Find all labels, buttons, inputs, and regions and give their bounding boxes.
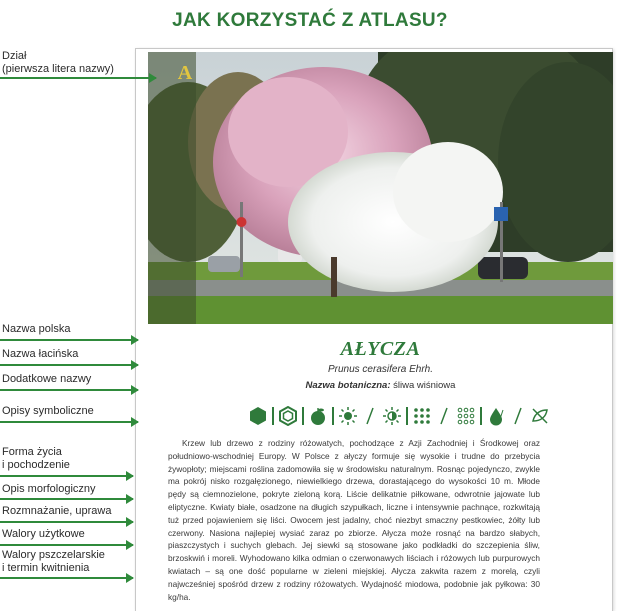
arrow-dodatkowe-nazwy <box>0 389 138 391</box>
pollen-sparse-icon <box>456 406 476 426</box>
label-walory-uzytkowe: Walory użytkowe <box>2 528 85 540</box>
symbol-icons-row <box>248 405 550 427</box>
leaf-cross-icon <box>530 406 550 426</box>
arrow-forma-zycia <box>0 475 133 477</box>
hexagon-outline-icon <box>278 406 298 426</box>
label-nazwa-lacinska: Nazwa łacińska <box>2 348 79 360</box>
arrow-opisy-symboliczne <box>0 421 138 423</box>
drop-icon <box>486 406 506 426</box>
arrow-dzial <box>0 77 156 79</box>
species-description: Krzew lub drzewo z rodziny różowatych, pochodzące z Azji Zachodniej i Środkowej oraz południowo-wschodniej Europy. W Polsce z ałyczy formuje się wysokie i trudne do przebycia żywopłoty; miejscami roślina zadomowiła się w środowisku naturalnym. Rosnąc pojedynczo, zwykle ma pokrój nisko rozgałęzionego, niewielkiego drzewa, dorastającego do wysokości 10 m. Młode pędy są ciemnozielone, pokryte zieloną korą. Liście delikatnie piłkowane, odwrotnie jajowate lub eliptyczne. Kwiaty białe, osadzone na długich szypułkach, liczne i intensywnie pachnące, rozkwitają tuż przed pojawieniem się liści. Owocem jest jadalny, choć niezbyt smaczny pestkowiec, żółty lub czerwony. Nasiona najlepiej wysiać zaraz po zbiorze. Ałycza może rosnąć na bardzo słabych, piaszczystych i suchych glebach. Jej siewki są stosowane jako podkładki do szczepienia śliw, brzoskwiń i moreli. Wyhodowano kilka odmian o czerwonawych liściach i różowych lub purpurowych kwiatach – są one dość popularne w zieleni miejskiej. Ałycza zakwita razem z morelą, czyli najwcześniej spośród drzew z rodziny różowatych. Wydajność miodowa, podobnie jak pyłkowa: 30 kg/ha. <box>168 438 540 602</box>
slash-divider-icon <box>508 406 528 426</box>
species-extra-names <box>148 380 613 391</box>
arrow-walory-uzytkowe <box>0 544 133 546</box>
label-walory-pszczelarskie-line-2: i termin kwitnienia <box>2 562 90 574</box>
sun-partial-icon <box>382 406 402 426</box>
label-walory-pszczelarskie <box>2 549 105 575</box>
species-photo <box>148 52 613 324</box>
label-nazwa-polska: Nazwa polska <box>2 323 71 335</box>
section-letter-badge: A <box>177 62 193 84</box>
icon-separator <box>272 407 274 425</box>
label-opis-morfologiczny: Opis morfologiczny <box>2 483 96 495</box>
arrow-opis-morfologiczny <box>0 498 133 500</box>
arrow-nazwa-lacinska <box>0 364 138 366</box>
extra-names-value: śliwa wiśniowa <box>393 380 456 391</box>
arrow-rozmnazanie <box>0 521 133 523</box>
label-dodatkowe-nazwy: Dodatkowe nazwy <box>2 373 92 385</box>
slash-divider-icon <box>360 406 380 426</box>
apple-icon <box>308 406 328 426</box>
tree-photo-illustration <box>148 52 613 324</box>
label-forma-zycia-line-1: Forma życia <box>2 446 62 458</box>
sun-icon <box>338 406 358 426</box>
slash-divider-icon <box>434 406 454 426</box>
species-polish-name: AŁYCZA <box>340 338 421 360</box>
label-opisy-symboliczne: Opisy symboliczne <box>2 405 94 417</box>
page-title: JAK KORZYSTAĆ Z ATLASU? <box>172 10 448 31</box>
arrow-nazwa-polska <box>0 339 138 341</box>
species-latin-name: Prunus cerasifera Ehrh. <box>327 364 434 375</box>
icon-separator <box>332 407 334 425</box>
label-dzial <box>2 50 114 76</box>
icon-separator <box>302 407 304 425</box>
hexagon-filled-icon <box>248 406 268 426</box>
label-walory-pszczelarskie-line-1: Walory pszczelarskie <box>2 549 105 561</box>
extra-names-label: Nazwa botaniczna: <box>305 380 391 391</box>
label-forma-zycia <box>2 446 70 472</box>
icon-separator <box>406 407 408 425</box>
label-forma-zycia-line-2: i pochodzenie <box>2 459 70 471</box>
label-dzial-line-1: Dział <box>2 50 27 62</box>
pollen-dense-icon <box>412 406 432 426</box>
icon-separator <box>480 407 482 425</box>
label-rozmnazanie: Rozmnażanie, uprawa <box>2 505 112 517</box>
arrow-walory-pszczelarskie <box>0 577 133 579</box>
label-dzial-line-2: (pierwsza litera nazwy) <box>2 63 114 75</box>
